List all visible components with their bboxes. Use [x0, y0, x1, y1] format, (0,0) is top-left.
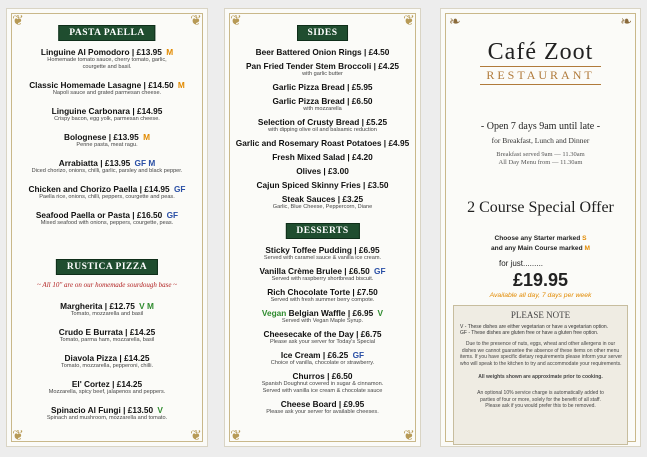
menu-item-name-line: Bolognese | £13.95 M [64, 132, 150, 142]
sides-heading: SIDES [297, 25, 349, 41]
menu-item [233, 245, 412, 262]
menu-item-name: Selection of Crusty Bread [257, 117, 360, 127]
menu-item-name: Cajun Spiced Skinny Fries [256, 180, 361, 190]
menu-item-price: £6.50 [331, 371, 353, 381]
menu-item-description: Choice of vanilla, chocolate or strawberry. [270, 360, 375, 366]
menu-item [233, 138, 412, 148]
menu-item-price: £6.75 [360, 329, 382, 339]
menu-item [15, 353, 199, 370]
menu-item-name: El' Cortez [71, 379, 110, 389]
availability: Available all day, 7 days per week [489, 292, 592, 299]
menu-item-price: £5.25 [366, 117, 388, 127]
menu-item [233, 194, 412, 211]
menu-item-name: Fresh Mixed Salad [272, 152, 346, 162]
menu-item-name: Olives [296, 166, 322, 176]
menu-item-name-line: Diavola Pizza | £14.25 [64, 353, 150, 363]
menu-item-tag: GF [173, 184, 186, 194]
menu-item-description: courgette and basil. [82, 64, 132, 70]
menu-item-tag: M [177, 80, 185, 90]
menu-item-description: Served with Vegan Maple Syrup. [281, 318, 364, 324]
menu-item-description: Penne pasta, meat ragu. [76, 142, 138, 148]
menu-item-name-line: Chicken and Chorizo Paella | £14.95 GF [28, 184, 186, 194]
menu-item-price: £5.95 [351, 82, 373, 92]
opening-info [449, 121, 632, 166]
corner-ornament-icon: ❦ [190, 427, 202, 443]
menu-item-name: Churros [292, 371, 325, 381]
logo-cafe-zoot: Café Zoot [487, 39, 594, 65]
menu-item-name-line: Margherita | £12.75 V M [60, 301, 154, 311]
allergen-line-1: Due to the presence of nuts, eggs, wheat and other allergens in our [465, 341, 616, 347]
special-offer-price: £19.95 [512, 270, 569, 290]
sides-desserts-panel [224, 8, 421, 447]
menu-item [233, 350, 412, 367]
note-gf-line [460, 330, 621, 336]
allergen-line-3: items. If you have specific dietary requirements please inform your server [460, 354, 623, 360]
note-title: PLEASE NOTE [510, 310, 571, 320]
menu-item-price: £12.75 [109, 301, 135, 311]
corner-ornament-icon: ❦ [403, 427, 415, 443]
special-offer-terms [449, 234, 632, 254]
menu-item-price: £7.50 [357, 287, 378, 297]
menu-item-description: Crispy bacon, egg yolk, parmesan cheese. [54, 116, 160, 122]
desserts-heading: DESSERTS [285, 223, 359, 239]
allergen-line-2: dishes we cannot guarantee the absence of these items on other menu [461, 347, 620, 354]
menu-item [233, 371, 412, 395]
menu-item-price: £3.25 [342, 194, 364, 204]
menu-item-name-line: Linguine Al Pomodoro | £13.95 M [40, 47, 174, 57]
corner-ornament-icon: ❦ [230, 427, 242, 443]
desserts-list [233, 245, 412, 420]
menu-item-price: £14.95 [136, 106, 163, 116]
logo-restaurant: RESTAURANT [480, 66, 600, 85]
menu-item-price: £3.50 [367, 180, 389, 190]
menu-item-price: £14.25 [116, 379, 143, 389]
choose-starter: Choose any Starter marked [494, 235, 581, 242]
menu-item-description: Served with raspberry shortbread biscuit. [271, 276, 374, 282]
menu-item-price: £6.50 [348, 266, 370, 276]
pasta-pizza-panel [6, 8, 208, 447]
menu-item [15, 158, 199, 175]
menu-item-description: Tomato, mozzarella and basil [70, 311, 144, 317]
menu-item-description: with mozzarella [303, 106, 342, 112]
menu-item-name: Sticky Toffee Pudding [265, 245, 352, 255]
menu-item [15, 106, 199, 123]
menu-item-tag: GF [374, 266, 386, 276]
menu-item-name-line: Vanilla Crème Brulee | £6.50 GF [259, 266, 386, 276]
menu-item-description: Mozzarella, spicy beef, jalapenos and peppers. [48, 389, 166, 395]
menu-item-name: Rich Chocolate Torte [267, 287, 351, 297]
open-hours: - Open 7 days 9am until late - [480, 121, 601, 132]
special-offer-title: 2 Course Special Offer [467, 199, 614, 216]
menu-item-price: £4.25 [378, 61, 399, 71]
menu-item-description: Please ask your server for available cheeses. [266, 409, 379, 415]
menu-item-description: Served with caramel sauce & vanilla ice cream. [263, 255, 382, 261]
menu-item-description: Garlic, Blue Cheese, Peppercorn, Diane [272, 204, 373, 210]
menu-item [15, 405, 199, 422]
pizza-heading: RUSTICA PIZZA [56, 259, 158, 275]
menu-item-name: Linguine Al Pomodoro [40, 47, 130, 57]
note-gf: GF - These dishes are gluten free or have a gluten free option. [460, 330, 599, 336]
menu-item [233, 61, 412, 78]
menu-item-price: £4.50 [368, 47, 390, 57]
menu-item-name: Crudo E Burrata [58, 327, 123, 337]
menu-item [233, 266, 412, 283]
menu-item [15, 379, 199, 396]
menu-item-tag: GF [166, 210, 179, 220]
menu-item-tag: V M [139, 301, 154, 311]
menu-item-description: Paella rice, onions, chilli, peppers, courgette and peas. [39, 194, 175, 200]
menu-item-name-line: Cheese Board | £9.95 [280, 399, 365, 409]
menu-item [233, 180, 412, 190]
menu-item-description: with dipping olive oil and balsamic reduction [268, 127, 377, 133]
menu-item-price: £13.95 [104, 158, 131, 168]
menu-item-name-line: Garlic Pizza Bread | £6.50 [272, 96, 373, 106]
pizza-base-note: ~ All 10" are on our homemade sourdough base ~ [37, 281, 177, 289]
menu-item-name-line: Churros | £6.50 [292, 371, 353, 381]
menu-item-tag: GF [352, 350, 365, 360]
starter-tag: S [582, 235, 587, 242]
menu-item-name-line: Steak Sauces | £3.25 [281, 194, 364, 204]
menu-item [233, 166, 412, 176]
menu-item-name: Pan Fried Tender Stem Broccoli [246, 61, 372, 71]
menu-item [15, 184, 199, 201]
menu-item-price: £14.25 [124, 353, 150, 363]
pasta-list [15, 47, 199, 236]
special-offer [449, 199, 632, 217]
menu-item-name: Cheese Board [280, 399, 337, 409]
menu-item [233, 82, 412, 92]
menu-item-tag: M [143, 132, 150, 142]
menu-item-price: £13.50 [127, 405, 154, 415]
menu-item-name: Ice Cream [280, 350, 321, 360]
menu-item-name-line: Pan Fried Tender Stem Broccoli | £4.25 [246, 61, 399, 71]
menu-item-name-line: Olives | £3.00 [296, 166, 349, 176]
pizza-note-wrap [15, 281, 199, 289]
menu-item-name: Linguine Carbonara [51, 106, 131, 116]
info-panel [440, 8, 641, 447]
service-line-2: parties of four or more, solely for the benefit of all staff. [480, 396, 601, 403]
menu-item-name-line: Crudo E Burrata | £14.25 [58, 327, 156, 337]
all-day-time: All Day Menu from — 11.30am [498, 159, 583, 166]
menu-item-name-line: Fresh Mixed Salad | £4.20 [272, 152, 373, 162]
menu-item-name-line: Arrabiatta | £13.95 GF M [58, 158, 156, 168]
menu-item-price: £6.25 [327, 350, 349, 360]
menu-item-name-line: Ice Cream | £6.25 GF [280, 350, 365, 360]
menu-item-price: £14.25 [129, 327, 156, 337]
service-note [460, 390, 621, 410]
menu-item-name-line: Beer Battered Onion Rings | £4.50 [255, 47, 390, 57]
choose-main: and any Main Course marked [491, 245, 583, 252]
service-line-3: Please ask if you would prefer this to be removed. [485, 403, 596, 409]
menu-item-name-line: Vegan Belgian Waffle | £6.95 V [261, 308, 384, 318]
menu-item-name: Garlic Pizza Bread [272, 82, 345, 92]
menu-item-description: Homemade tomato sauce, cherry tomato, garlic, [47, 57, 167, 63]
corner-ornament-icon: ❦ [12, 427, 24, 443]
menu-item-description: Spinach and mushroom, mozzarella and tomato. [46, 415, 168, 421]
menu-item-price: £6.95 [352, 308, 374, 318]
menu-item [233, 287, 412, 304]
menu-item-description: Napoli sauce and grated parmesan cheese. [52, 90, 162, 96]
menu-item-name: Vanilla Crème Brulee [259, 266, 342, 276]
menu-item-price: £14.95 [144, 184, 170, 194]
menu-item-description: Please ask your server for Today's Special [269, 339, 376, 345]
menu-item [233, 152, 412, 162]
corner-ornament-icon: ❦ [230, 12, 242, 28]
menu-item-name: Belgian Waffle [288, 308, 346, 318]
menu-item-name: Diavola Pizza [64, 353, 118, 363]
menu-item-name-line: Selection of Crusty Bread | £5.25 [257, 117, 388, 127]
menu-item-price: £6.50 [351, 96, 373, 106]
menu-item-prefix: Vegan [261, 308, 287, 318]
menu-item-name-line: Cheesecake of the Day | £6.75 [263, 329, 382, 339]
menu-item-price: £6.95 [358, 245, 380, 255]
sides-list [233, 47, 412, 215]
menu-item [15, 210, 199, 227]
allergen-note [460, 341, 621, 367]
menu-item-name: Garlic Pizza Bread [272, 96, 345, 106]
menu-item-tag: V [157, 405, 163, 415]
main-tag: M [584, 245, 590, 252]
menu-item-price: £13.95 [136, 47, 162, 57]
note-v: V - These dishes are either vegetarian or have a vegetarian option. [460, 324, 609, 330]
menu-item-name: Chicken and Chorizo Paella [28, 184, 138, 194]
menu-item-name-line: El' Cortez | £14.25 [71, 379, 143, 389]
menu-item-tag: M [166, 47, 174, 57]
pasta-heading: PASTA PAELLA [58, 25, 155, 41]
menu-item-tag: V [377, 308, 384, 318]
menu-item-name: Beer Battered Onion Rings [255, 47, 362, 57]
menu-item [233, 308, 412, 325]
allergen-line-4: who will speak to the kitchen to try and accommodate your requirements. [460, 360, 622, 367]
menu-item [15, 301, 199, 318]
menu-item-description: Spanish Doughnut covered in sugar & cinnamon. [261, 381, 384, 387]
menu-item-description: with garlic butter [302, 71, 343, 77]
please-note-box [453, 305, 628, 445]
menu-item-name-line: Seafood Paella or Pasta | £16.50 GF [35, 210, 179, 220]
menu-item-description: Tomato, parma ham, mozzarella, basil [59, 337, 155, 343]
menu-item-price: £16.50 [136, 210, 163, 220]
menu-item-price: £4.95 [388, 138, 410, 148]
menu-item-name-line: Linguine Carbonara | £14.95 [51, 106, 163, 116]
breakfast-time: Breakfast served 9am — 11.30am [496, 151, 585, 158]
corner-ornament-icon: ❦ [403, 12, 415, 28]
menu-item-price: £3.00 [328, 166, 349, 176]
menu-item [233, 47, 412, 57]
menu-item [15, 132, 199, 149]
menu-item [233, 329, 412, 346]
menu-item-name: Classic Homemade Lasagne [29, 80, 142, 90]
menu-item-name: Garlic and Rosemary Roast Potatoes [235, 138, 382, 148]
floral-ornament-icon: ❧ [449, 13, 461, 29]
menu-item-price: £14.50 [148, 80, 174, 90]
menu-item [15, 80, 199, 97]
menu-item-price: £13.95 [113, 132, 139, 142]
menu-item-name: Seafood Paella or Pasta [35, 210, 130, 220]
menu-item [233, 96, 412, 113]
menu-item-name-line: Rich Chocolate Torte | £7.50 [267, 287, 378, 297]
menu-item-name-line: Garlic and Rosemary Roast Potatoes | £4.95 [235, 138, 410, 148]
meals-served: for Breakfast, Lunch and Dinner [491, 136, 590, 145]
menu-item-name: Bolognese [64, 132, 107, 142]
menu-item-description: Diced chorizo, onions, chilli, garlic, parsley and black pepper. [31, 168, 183, 174]
menu-item [233, 399, 412, 416]
menu-item-name: Margherita [60, 301, 103, 311]
menu-item-name-line: Classic Homemade Lasagne | £14.50 M [29, 80, 185, 90]
menu-item-name-line: Garlic Pizza Bread | £5.95 [272, 82, 373, 92]
menu-item [15, 327, 199, 344]
menu-item [15, 47, 199, 71]
menu-item-description: Tomato, mozzarella, pepperoni, chilli. [60, 363, 154, 369]
menu-item-name: Steak Sauces [281, 194, 336, 204]
menu-item-name-line: Spinacio Al Fungi | £13.50 V [51, 405, 163, 415]
menu-item-price: £4.20 [352, 152, 373, 162]
menu-item-name: Spinacio Al Fungi [51, 405, 121, 415]
menu-item-tag: GF M [134, 158, 156, 168]
menu-item-description: Served with fresh summer berry compote. [270, 297, 375, 303]
menu-item-name-line: Sticky Toffee Pudding | £6.95 [265, 245, 380, 255]
service-line-1: An optional 10% service charge is automatically added to [477, 390, 604, 396]
for-just: for just......... [499, 259, 544, 268]
menu-item [233, 117, 412, 134]
menu-item-name: Cheesecake of the Day [263, 329, 354, 339]
floral-ornament-icon: ❧ [620, 13, 632, 29]
logo [441, 39, 640, 85]
weights-note: All weights shown are approximate prior to cooking. [478, 374, 603, 380]
corner-ornament-icon: ❦ [190, 12, 202, 28]
pizza-list [15, 301, 199, 431]
corner-ornament-icon: ❦ [12, 12, 24, 28]
menu-item-price: £9.95 [343, 399, 365, 409]
menu-item-description: Mixed seafood with onions, peppers, courgette, peas. [40, 220, 174, 226]
menu-item-name: Arrabiatta [58, 158, 98, 168]
menu-item-name-line: Cajun Spiced Skinny Fries | £3.50 [256, 180, 389, 190]
menu-item-description: Served with vanilla ice cream & chocolate sauce [262, 388, 383, 394]
